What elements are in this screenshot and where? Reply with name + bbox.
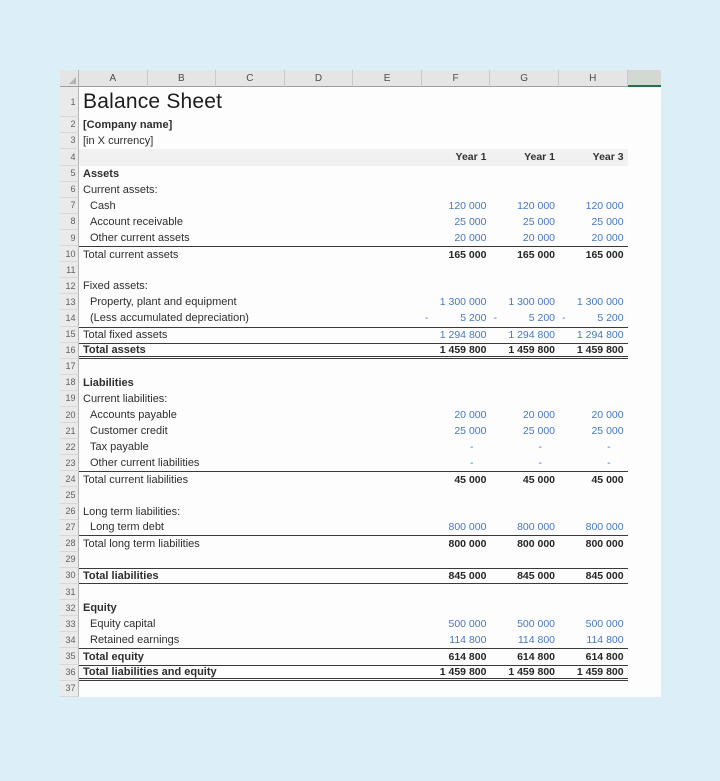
table-row [60, 423, 661, 439]
cell[interactable]: - [469, 441, 474, 454]
cell-partial-column[interactable] [628, 536, 661, 552]
cell[interactable]: - [538, 457, 543, 470]
cell[interactable]: - [607, 457, 611, 470]
cell[interactable]: Current assets: [83, 183, 158, 196]
cell[interactable]: 25 000 [454, 425, 487, 438]
column-header-E[interactable]: E [353, 70, 422, 87]
cell-partial-column[interactable] [628, 487, 661, 503]
cell[interactable] [422, 262, 491, 278]
cell[interactable]: Total current liabilities [83, 473, 189, 486]
cell[interactable] [559, 391, 628, 407]
cell[interactable]: Account receivable [90, 215, 183, 228]
cell[interactable]: Total equity [83, 650, 144, 663]
cell-partial-column[interactable] [628, 616, 661, 632]
table-row [60, 294, 661, 310]
row-header-24[interactable]: 24 [60, 471, 79, 487]
cell[interactable]: 45 000 [591, 473, 624, 486]
cell[interactable] [490, 391, 559, 407]
cell[interactable]: 614 800 [585, 650, 624, 663]
cell[interactable]: 165 000 [585, 248, 624, 261]
row-header-23[interactable]: 23 [60, 455, 79, 471]
table-row [60, 262, 661, 278]
row-header-37[interactable]: 37 [60, 681, 79, 697]
cell[interactable] [559, 681, 628, 697]
row-header-14[interactable]: 14 [60, 310, 79, 326]
spreadsheet [60, 70, 661, 697]
cell[interactable]: 800 000 [585, 521, 624, 534]
cell[interactable]: - [538, 441, 543, 454]
row-header-18[interactable]: 18 [60, 375, 79, 391]
cell[interactable] [490, 504, 559, 520]
row-3 [60, 133, 661, 149]
cell[interactable]: Tax payable [90, 441, 149, 454]
cell[interactable] [490, 487, 559, 503]
cell[interactable]: 1 300 000 [508, 296, 556, 309]
cell-partial-column[interactable] [628, 149, 661, 166]
cell-partial-column[interactable] [628, 327, 661, 343]
row-header-19[interactable]: 19 [60, 391, 79, 407]
row-header-4[interactable]: 4 [60, 149, 79, 166]
cell[interactable] [490, 262, 559, 278]
cell[interactable]: Long term debt [90, 521, 164, 534]
cell[interactable] [422, 487, 491, 503]
cell[interactable]: Long term liabilities: [83, 505, 181, 518]
row-header-31[interactable]: 31 [60, 584, 79, 600]
cell-partial-column[interactable] [628, 665, 661, 681]
row-header-6[interactable]: 6 [60, 182, 79, 198]
cell[interactable]: 25 000 [522, 215, 556, 228]
cell[interactable]: Other current assets [90, 232, 190, 245]
cell-partial-column[interactable] [628, 310, 661, 326]
minus-sign: - [424, 312, 429, 325]
cell[interactable]: Property, plant and equipment [90, 296, 237, 309]
minus-sign: - [493, 312, 497, 325]
column-header-row [60, 70, 661, 87]
cell[interactable]: 800 000 [517, 537, 556, 550]
cell[interactable]: 25 000 [522, 425, 556, 438]
data-rows [60, 166, 661, 697]
cell-partial-column[interactable] [628, 198, 661, 214]
row-header-33[interactable]: 33 [60, 616, 79, 632]
cell[interactable]: 1 459 800 [508, 343, 556, 356]
row-header-27[interactable]: 27 [60, 520, 79, 536]
year-header-cell[interactable]: Year 1 [455, 151, 487, 164]
cell[interactable] [422, 552, 491, 568]
table-row [60, 600, 661, 616]
cell[interactable]: 20 000 [591, 409, 624, 422]
row-header-1[interactable]: 1 [60, 87, 79, 117]
currency-cell[interactable]: [in X currency] [83, 134, 154, 147]
table-row [60, 310, 661, 326]
select-all-corner[interactable] [60, 70, 79, 87]
cell-value: 5 200 [460, 312, 487, 325]
cell[interactable] [422, 166, 491, 182]
row-header-32[interactable]: 32 [60, 600, 79, 616]
cell-partial-column[interactable] [628, 552, 661, 568]
cell[interactable]: 165 000 [448, 248, 487, 261]
cell-partial-column[interactable] [628, 359, 661, 375]
row-header-17[interactable]: 17 [60, 359, 79, 375]
cell[interactable]: 614 800 [517, 650, 556, 663]
cell-partial-column[interactable] [628, 600, 661, 616]
cell[interactable]: 45 000 [454, 473, 487, 486]
row-header-9[interactable]: 9 [60, 230, 79, 246]
cell-partial-column[interactable] [628, 407, 661, 423]
cell[interactable] [422, 310, 491, 326]
cell[interactable]: 20 000 [454, 409, 487, 422]
cell-partial-column[interactable] [628, 214, 661, 230]
cell[interactable] [422, 681, 491, 697]
cell[interactable]: Total current assets [83, 248, 179, 261]
cell[interactable] [559, 310, 628, 326]
cell[interactable] [422, 278, 491, 294]
select-all-icon [69, 77, 76, 84]
cell[interactable]: Total assets [83, 343, 146, 356]
row-header-28[interactable]: 28 [60, 536, 79, 552]
cell[interactable]: 500 000 [585, 618, 624, 631]
cell[interactable]: - [607, 441, 611, 454]
cell-partial-column[interactable] [628, 182, 661, 198]
cell[interactable]: Fixed assets: [83, 280, 148, 293]
cell-partial-column[interactable] [628, 343, 661, 359]
table-row [60, 246, 661, 262]
cell[interactable]: Total long term liabilities [83, 537, 200, 550]
cell[interactable]: 1 459 800 [439, 343, 487, 356]
year-header-cell[interactable]: Year 3 [592, 151, 624, 164]
column-header-B[interactable]: B [148, 70, 217, 87]
cell[interactable]: Other current liabilities [90, 457, 200, 470]
cell[interactable] [422, 391, 491, 407]
cell[interactable]: - [469, 457, 474, 470]
cell-partial-column[interactable] [628, 648, 661, 664]
column-header-H[interactable]: H [559, 70, 628, 87]
cell[interactable] [559, 487, 628, 503]
cell[interactable]: 1 300 000 [439, 296, 487, 309]
column-header-G[interactable]: G [490, 70, 559, 87]
cell[interactable]: 800 000 [585, 537, 624, 550]
cell-partial-column[interactable] [628, 230, 661, 246]
cell[interactable] [490, 600, 559, 616]
cell[interactable]: Assets [83, 167, 120, 180]
cell[interactable] [490, 584, 559, 600]
cell[interactable] [79, 552, 422, 568]
cell[interactable] [559, 584, 628, 600]
cell[interactable]: Retained earnings [90, 634, 180, 647]
cell-partial-column[interactable] [628, 262, 661, 278]
row-header-12[interactable]: 12 [60, 278, 79, 294]
cell[interactable] [79, 487, 422, 503]
cell-partial-column[interactable] [628, 681, 661, 697]
table-row [60, 327, 661, 343]
cell[interactable]: Total liabilities and equity [83, 665, 217, 678]
cell[interactable]: 20 000 [454, 232, 487, 245]
cell[interactable]: (Less accumulated depreciation) [90, 312, 249, 325]
cell-partial-column[interactable] [628, 520, 661, 536]
table-row [60, 536, 661, 552]
table-row [60, 648, 661, 664]
cell-partial-column[interactable] [628, 375, 661, 391]
cell-partial-column[interactable] [628, 584, 661, 600]
cell[interactable] [490, 182, 559, 198]
cell[interactable]: 165 000 [517, 248, 556, 261]
table-row [60, 359, 661, 375]
column-header-C[interactable]: C [216, 70, 285, 87]
table-row [60, 198, 661, 214]
cell[interactable]: 114 800 [449, 634, 487, 647]
cell-partial-column[interactable] [628, 439, 661, 455]
cell[interactable] [559, 375, 628, 391]
row-header-10[interactable]: 10 [60, 246, 79, 262]
cell[interactable]: 20 000 [591, 232, 624, 245]
table-row [60, 471, 661, 487]
cell[interactable]: Total fixed assets [83, 329, 168, 342]
cell-partial-column[interactable] [628, 278, 661, 294]
row-4 [60, 149, 661, 166]
row-header-35[interactable]: 35 [60, 648, 79, 664]
cell[interactable] [490, 359, 559, 375]
column-header-A[interactable]: A [79, 70, 148, 87]
cell-partial-column[interactable] [628, 632, 661, 648]
table-row [60, 681, 661, 697]
cell[interactable]: 114 800 [517, 634, 556, 647]
table-row [60, 487, 661, 503]
column-header-partial-active[interactable] [628, 70, 662, 87]
cell[interactable]: 500 000 [448, 618, 487, 631]
table-row [60, 520, 661, 536]
cell[interactable]: 800 000 [517, 521, 556, 534]
cell[interactable]: Equity capital [90, 618, 156, 631]
cell[interactable] [79, 681, 422, 697]
cell[interactable] [490, 552, 559, 568]
column-header-F[interactable]: F [422, 70, 491, 87]
cell[interactable] [422, 375, 491, 391]
table-row [60, 665, 661, 681]
cell[interactable] [79, 149, 422, 166]
minus-sign: - [562, 312, 566, 325]
cell[interactable] [559, 504, 628, 520]
row-header-20[interactable]: 20 [60, 407, 79, 423]
table-row [60, 568, 661, 584]
cell[interactable] [422, 600, 491, 616]
row-header-25[interactable]: 25 [60, 487, 79, 503]
table-row [60, 407, 661, 423]
cell[interactable]: 1 459 800 [576, 665, 624, 678]
row-header-8[interactable]: 8 [60, 214, 79, 230]
cell[interactable]: 25 000 [591, 215, 624, 228]
cell[interactable] [490, 375, 559, 391]
table-row [60, 391, 661, 407]
cell[interactable]: Liabilities [83, 376, 134, 389]
cell-partial-column[interactable] [628, 166, 661, 182]
cell-partial-column[interactable] [628, 455, 661, 471]
cell[interactable]: 845 000 [448, 569, 487, 582]
table-row [60, 632, 661, 648]
table-row [60, 230, 661, 246]
table-row [60, 343, 661, 359]
cell[interactable]: 845 000 [517, 569, 556, 582]
row-header-15[interactable]: 15 [60, 327, 79, 343]
cell[interactable]: 120 000 [585, 199, 624, 212]
cell[interactable] [559, 182, 628, 198]
cell-partial-column[interactable] [628, 423, 661, 439]
cell-partial-column[interactable] [628, 471, 661, 487]
table-row [60, 584, 661, 600]
cell[interactable] [490, 278, 559, 294]
cell[interactable] [559, 166, 628, 182]
cell[interactable]: 114 800 [586, 634, 624, 647]
cell[interactable]: 1 459 800 [439, 665, 487, 678]
row-header-36[interactable]: 36 [60, 665, 79, 681]
row-header-3[interactable]: 3 [60, 133, 79, 149]
cell-partial-column[interactable] [628, 87, 661, 117]
cell[interactable]: Equity [83, 602, 117, 615]
row-header-16[interactable]: 16 [60, 343, 79, 359]
table-row [60, 439, 661, 455]
cell[interactable] [559, 600, 628, 616]
cell[interactable] [79, 584, 422, 600]
year-header-cell[interactable]: Year 1 [524, 151, 556, 164]
cell-value: 5 200 [528, 312, 556, 325]
cell[interactable] [79, 359, 422, 375]
table-row [60, 375, 661, 391]
cell[interactable] [559, 359, 628, 375]
cell-partial-column[interactable] [628, 133, 661, 149]
row-header-2[interactable]: 2 [60, 117, 79, 133]
row-header-11[interactable]: 11 [60, 262, 79, 278]
cell-partial-column[interactable] [628, 294, 661, 310]
cell[interactable]: 20 000 [522, 409, 556, 422]
cell-partial-column[interactable] [628, 504, 661, 520]
row-header-21[interactable]: 21 [60, 423, 79, 439]
cell[interactable]: 25 000 [591, 425, 624, 438]
table-row [60, 504, 661, 520]
cell[interactable] [490, 166, 559, 182]
cell[interactable] [422, 504, 491, 520]
cell[interactable]: 1 294 800 [576, 329, 624, 342]
row-header-13[interactable]: 13 [60, 294, 79, 310]
cell-partial-column[interactable] [628, 246, 661, 262]
row-header-22[interactable]: 22 [60, 439, 79, 455]
cell[interactable]: 120 000 [517, 199, 556, 212]
cell[interactable] [559, 552, 628, 568]
cell[interactable] [559, 262, 628, 278]
cell[interactable] [422, 584, 491, 600]
cell[interactable]: 20 000 [522, 232, 556, 245]
sheet-title-cell[interactable]: Balance Sheet [83, 90, 223, 113]
row-header-30[interactable]: 30 [60, 568, 79, 584]
cell[interactable] [559, 278, 628, 294]
cell[interactable]: 1 300 000 [576, 296, 624, 309]
row-header-29[interactable]: 29 [60, 552, 79, 568]
column-header-D[interactable]: D [285, 70, 354, 87]
row-header-7[interactable]: 7 [60, 198, 79, 214]
table-row [60, 278, 661, 294]
cell-partial-column[interactable] [628, 391, 661, 407]
cell[interactable]: 800 000 [448, 521, 487, 534]
cell[interactable] [490, 310, 559, 326]
row-header-5[interactable]: 5 [60, 166, 79, 182]
row-2 [60, 117, 661, 133]
company-name-cell[interactable]: [Company name] [83, 118, 173, 131]
cell[interactable]: 614 800 [448, 650, 487, 663]
cell[interactable]: Customer credit [90, 425, 168, 438]
cell[interactable] [490, 681, 559, 697]
cell[interactable] [422, 359, 491, 375]
row-1 [60, 87, 661, 117]
cell[interactable]: Cash [90, 199, 116, 212]
row-header-34[interactable]: 34 [60, 632, 79, 648]
cell[interactable]: 45 000 [522, 473, 556, 486]
cell[interactable]: 1 459 800 [508, 665, 556, 678]
row-header-26[interactable]: 26 [60, 504, 79, 520]
cell-value: 5 200 [597, 312, 624, 325]
cell[interactable]: 845 000 [585, 569, 624, 582]
cell[interactable]: 1 459 800 [576, 343, 624, 356]
cell[interactable]: Current liabilities: [83, 392, 168, 405]
cell[interactable]: 1 294 800 [439, 329, 487, 342]
cell-partial-column[interactable] [628, 117, 661, 133]
cell[interactable]: 500 000 [517, 618, 556, 631]
table-row [60, 166, 661, 182]
cell[interactable]: Total liabilities [83, 569, 159, 582]
cell[interactable] [79, 262, 422, 278]
cell[interactable]: 25 000 [454, 215, 487, 228]
cell[interactable] [422, 182, 491, 198]
table-row [60, 552, 661, 568]
table-row [60, 455, 661, 471]
table-row [60, 214, 661, 230]
cell[interactable]: 800 000 [448, 537, 487, 550]
cell[interactable]: 120 000 [448, 199, 487, 212]
table-row [60, 616, 661, 632]
cell-partial-column[interactable] [628, 568, 661, 584]
cell[interactable]: 1 294 800 [508, 329, 556, 342]
cell[interactable]: Accounts payable [90, 409, 177, 422]
table-row [60, 182, 661, 198]
